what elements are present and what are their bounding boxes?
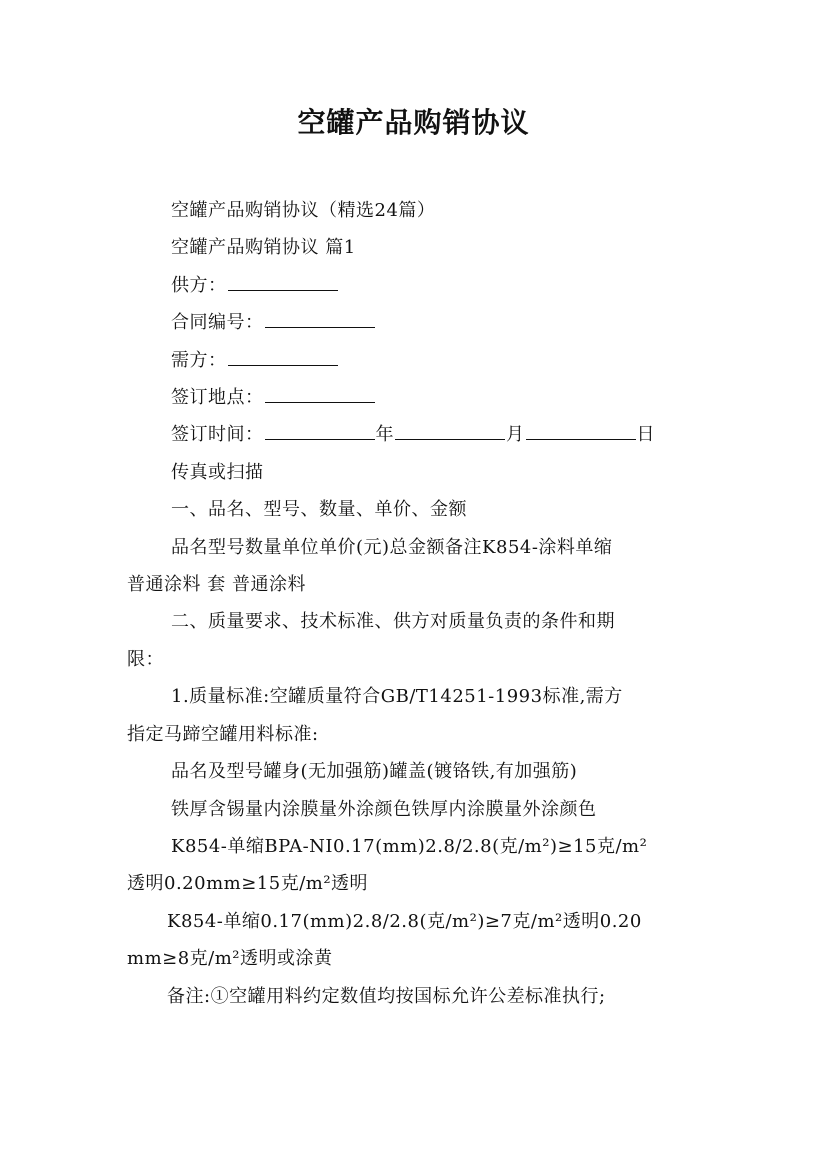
section-heading: 空罐产品购销协议 篇1 [171,237,356,259]
paragraph-line: 限： [127,648,164,670]
contract-no-blank [265,313,375,328]
sign-time-label: 签订时间： [171,424,264,446]
document-body [127,192,712,1015]
year-blank [265,425,375,440]
paragraph-line: 普通涂料 套 普通涂料 [127,574,306,596]
paragraph-line: K854-单缩0.17(mm)2.8/2.8(克/m²)≥7克/m²透明0.20 [167,910,642,932]
paragraph-line: 1.质量标准:空罐质量符合GB/T14251-1993标准,需方 [171,686,623,708]
document-title: 空罐产品购销协议 [297,106,530,139]
paragraph-line: K854-单缩BPA-NI0.17(mm)2.8/2.8(克/m²)≥15克/m² [171,835,648,857]
supplier-label: 供方： [171,274,227,296]
buyer-line [127,342,712,379]
paragraph-line: 品名型号数量单位单价(元)总金额备注K854-涂料单缩 [171,536,613,558]
paragraph-line: 备注:①空罐用料约定数值均按国标允许公差标准执行; [167,985,606,1007]
contract-no-label: 合同编号： [171,312,264,334]
month-label: 月 [506,424,525,446]
supplier-line [127,267,712,304]
year-label: 年 [375,424,394,446]
sign-place-blank [265,388,375,403]
paragraph-line: 铁厚含锡量内涂膜量外涂颜色铁厚内涂膜量外涂颜色 [171,798,597,820]
day-blank [526,425,636,440]
fax-line: 传真或扫描 [171,461,264,483]
supplier-blank [228,276,338,291]
day-label: 日 [636,424,655,446]
section-two-heading: 二、质量要求、技术标准、供方对质量负责的条件和期 [171,611,615,633]
sign-time-line [127,416,712,453]
sign-place-line [127,379,712,416]
paragraph-line: 透明0.20mm≥15克/m²透明 [127,873,369,895]
sign-place-label: 签订地点： [171,387,264,409]
buyer-blank [228,351,338,366]
paragraph-line: 指定马蹄空罐用料标准: [127,723,319,745]
section-one-heading: 一、品名、型号、数量、单价、金额 [171,499,467,521]
month-blank [395,425,505,440]
paragraph-line: mm≥8克/m²透明或涂黄 [127,948,333,970]
paragraph-line: 品名及型号罐身(无加强筋)罐盖(镀铬铁,有加强筋) [171,761,578,783]
contract-no-line [127,304,712,341]
buyer-label: 需方： [171,349,227,371]
subtitle-line: 空罐产品购销协议（精选24篇） [171,200,436,221]
